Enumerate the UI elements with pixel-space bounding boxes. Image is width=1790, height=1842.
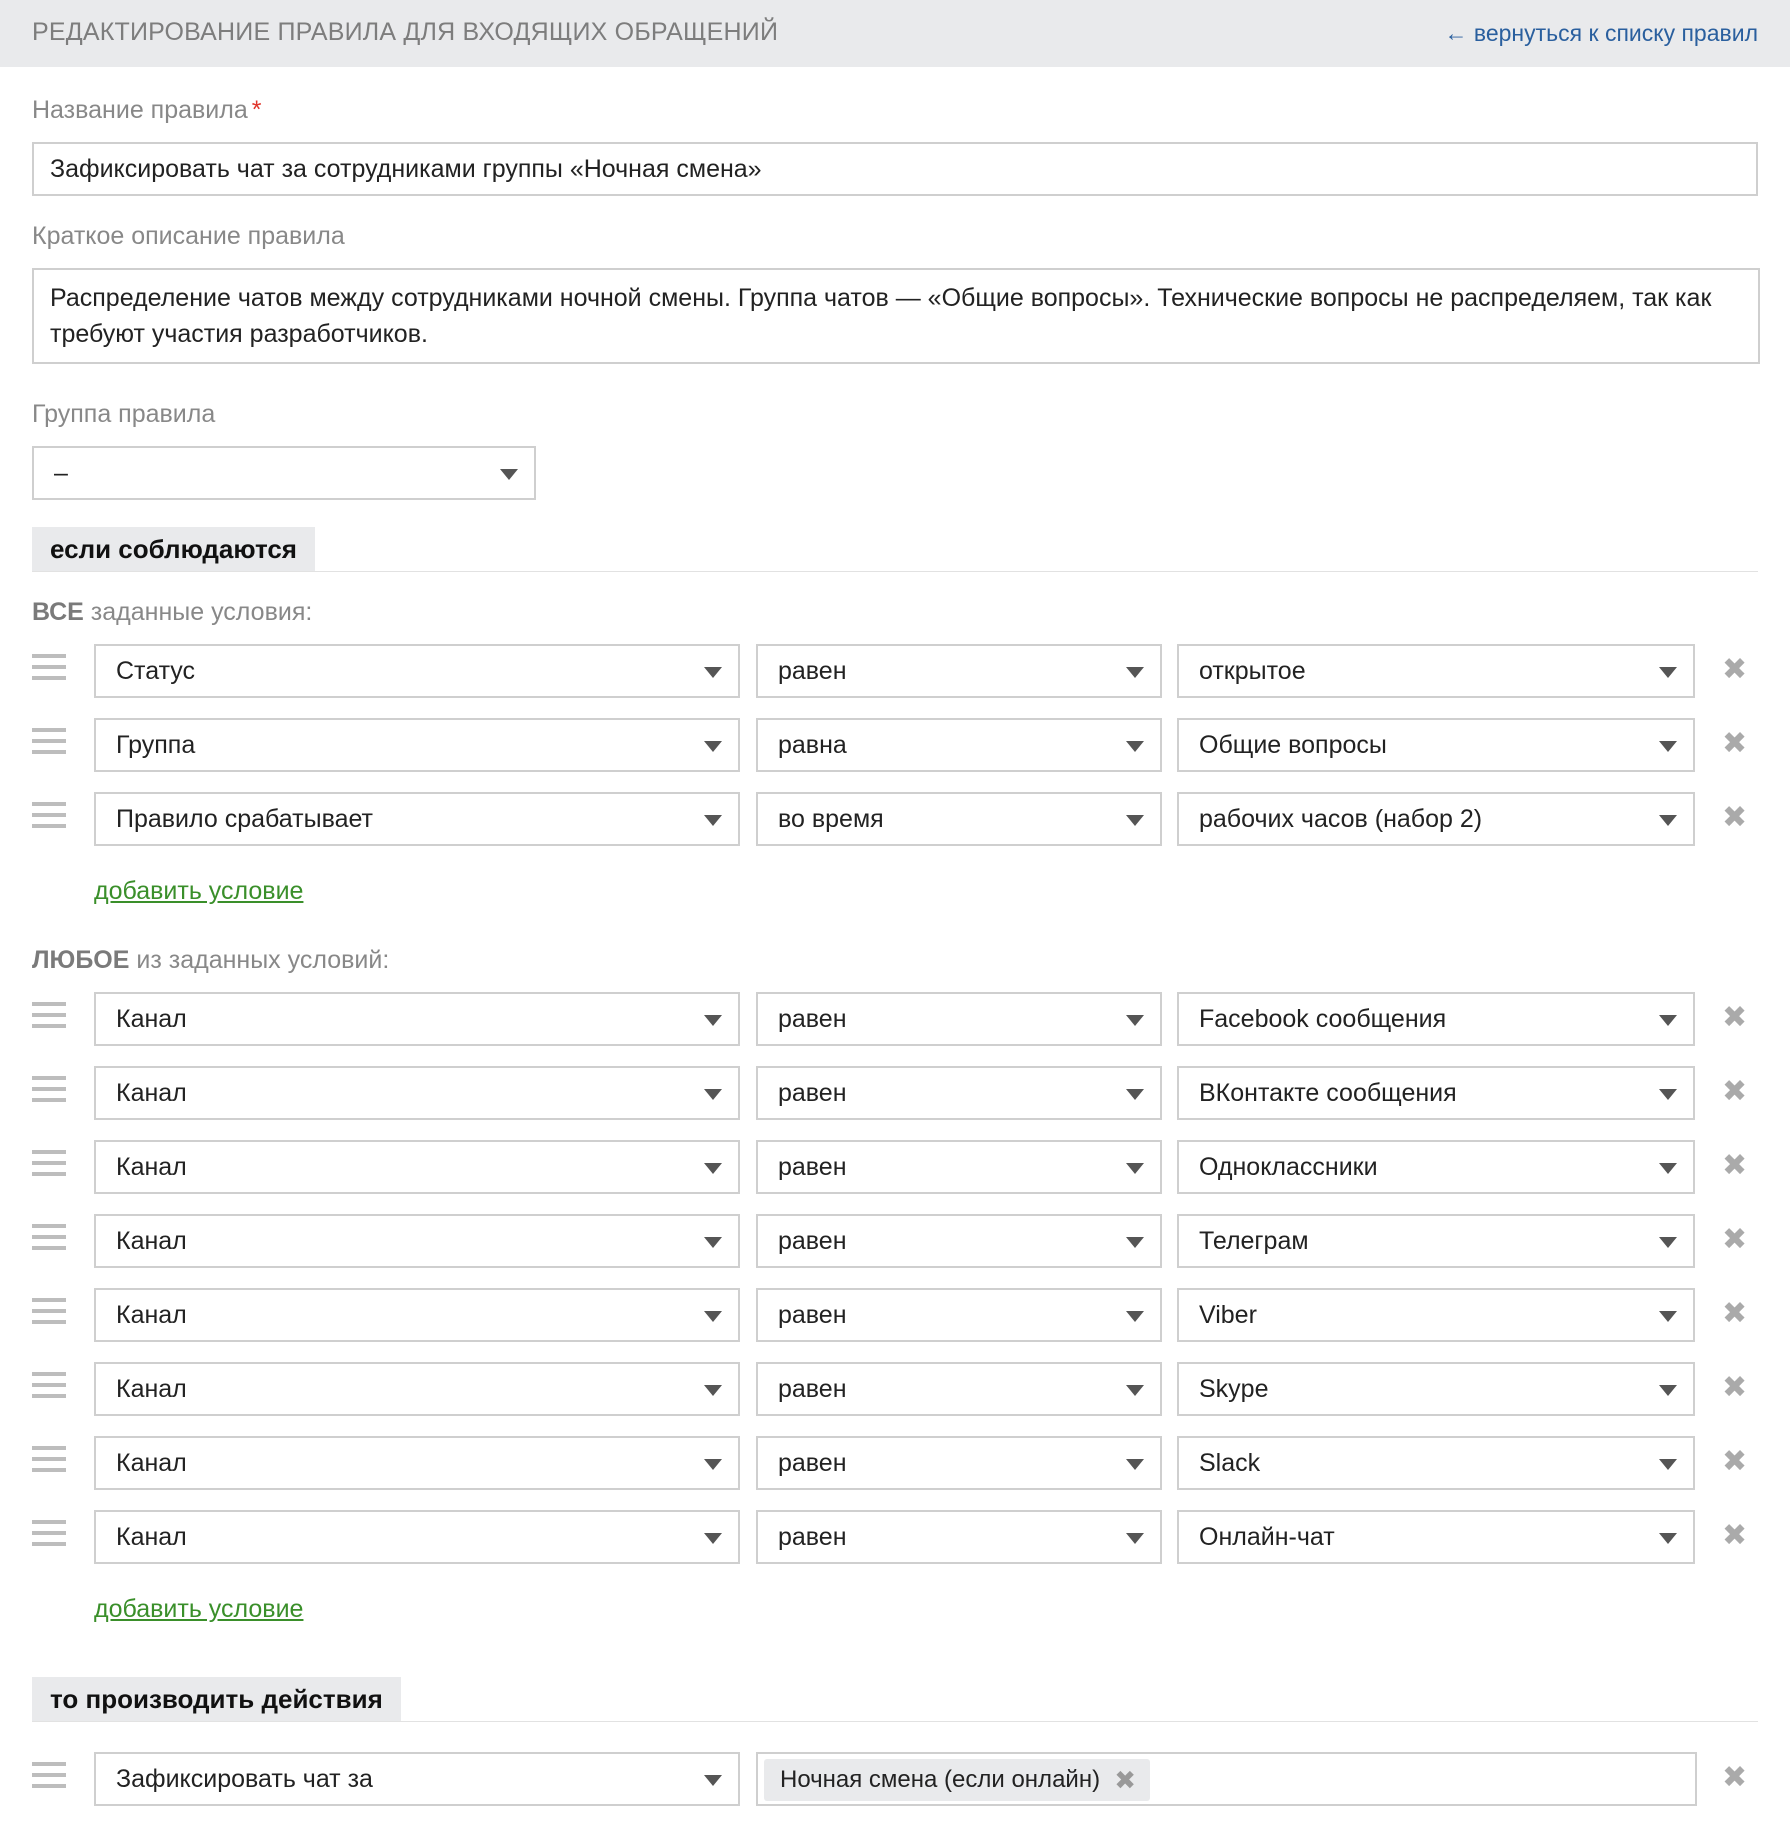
drag-handle-bar [32,1383,66,1387]
caret-down-icon [704,1533,722,1544]
remove-condition-icon[interactable]: ✖ [1722,801,1748,834]
remove-condition-icon[interactable]: ✖ [1722,1297,1748,1330]
caret-down-icon [704,1775,722,1786]
drag-handle-bar [32,1320,66,1324]
caret-down-icon [704,1311,722,1322]
drag-handle-bar [32,1087,66,1091]
remove-condition-icon[interactable]: ✖ [1722,1519,1748,1552]
drag-handle-bar [32,750,66,754]
drag-handle-bar [32,1762,66,1766]
condition-operator-select[interactable] [756,1140,1162,1194]
drag-handle-bar [32,665,66,669]
caret-down-icon [1659,1237,1677,1248]
drag-handle-bar [32,1784,66,1788]
caret-down-icon [1126,1533,1144,1544]
rule-name-label-text: Название правила [32,96,248,124]
condition-field-select[interactable] [94,718,740,772]
drag-handle-icon[interactable] [32,1002,66,1034]
remove-condition-icon[interactable]: ✖ [1722,727,1748,760]
drag-handle-icon[interactable] [32,1150,66,1182]
caret-down-icon [704,1015,722,1026]
condition-operator-select[interactable] [756,644,1162,698]
condition-row [0,1140,1790,1194]
condition-value-select-value: Viber [1199,1301,1257,1329]
condition-operator-select[interactable] [756,1214,1162,1268]
condition-operator-select-value: равен [778,1523,847,1551]
caret-down-icon [704,1163,722,1174]
condition-value-select-value: рабочих часов (набор 2) [1199,805,1483,833]
drag-handle-bar [32,1246,66,1250]
condition-value-select-value: Slack [1199,1449,1261,1477]
condition-value-select[interactable] [1177,1140,1695,1194]
drag-handle-icon[interactable] [32,728,66,760]
all-conditions-keyword: ВСЕ [32,598,84,626]
page-header [0,0,1790,67]
remove-condition-icon[interactable]: ✖ [1722,1149,1748,1182]
condition-value-select[interactable] [1177,1066,1695,1120]
caret-down-icon [500,469,518,480]
condition-operator-select-value: равен [778,1005,847,1033]
condition-field-select[interactable] [94,1362,740,1416]
action-type-select-value: Зафиксировать чат за [116,1765,373,1793]
rule-group-select[interactable] [32,446,536,500]
remove-condition-icon[interactable]: ✖ [1722,1223,1748,1256]
any-conditions-keyword: ЛЮБОЕ [32,946,130,974]
rule-description-input[interactable]: Распределение чатов между сотрудниками ночной смены. Группа чатов — «Общие вопросы». Технические вопросы не распределяем, так как требуют участия разработчиков. [32,268,1760,364]
caret-down-icon [704,815,722,826]
caret-down-icon [1659,1311,1677,1322]
drag-handle-icon[interactable] [32,1372,66,1404]
add-condition-link-all[interactable]: добавить условие [94,877,304,905]
drag-handle-bar [32,1773,66,1777]
condition-operator-select-value: равна [778,731,847,759]
caret-down-icon [1126,667,1144,678]
caret-down-icon [704,667,722,678]
condition-field-select-value: Правило срабатывает [116,805,373,833]
condition-value-select[interactable] [1177,718,1695,772]
drag-handle-icon[interactable] [32,654,66,686]
remove-condition-icon[interactable]: ✖ [1722,1001,1748,1034]
action-type-select[interactable] [94,1752,740,1806]
drag-handle-bar [32,1309,66,1313]
drag-handle-bar [32,802,66,806]
condition-field-select[interactable] [94,1214,740,1268]
condition-field-select[interactable] [94,1288,740,1342]
drag-handle-bar [32,1002,66,1006]
condition-field-select[interactable] [94,1066,740,1120]
drag-handle-bar [32,1098,66,1102]
condition-field-select[interactable] [94,992,740,1046]
caret-down-icon [1659,1533,1677,1544]
drag-handle-bar [32,739,66,743]
condition-row [0,1510,1790,1564]
drag-handle-bar [32,1161,66,1165]
caret-down-icon [1126,1385,1144,1396]
drag-handle-bar [32,1298,66,1302]
condition-field-select-value: Канал [116,1449,187,1477]
action-row [0,1752,1790,1806]
actions-section-title: то производить действия [32,1677,401,1721]
caret-down-icon [1126,1163,1144,1174]
remove-condition-icon[interactable]: ✖ [1722,1371,1748,1404]
condition-operator-select[interactable] [756,792,1162,846]
condition-operator-select-value: равен [778,657,847,685]
condition-operator-select[interactable] [756,992,1162,1046]
condition-value-select-value: Одноклассники [1199,1153,1378,1181]
action-target-input[interactable] [756,1752,1697,1806]
drag-handle-bar [32,1394,66,1398]
drag-handle-bar [32,654,66,658]
condition-value-select-value: Онлайн-чат [1199,1523,1335,1551]
drag-handle-bar [32,1172,66,1176]
drag-handle-icon[interactable] [32,802,66,834]
condition-value-select-value: Телеграм [1199,1227,1309,1255]
drag-handle-icon[interactable] [32,1520,66,1552]
caret-down-icon [1126,1311,1144,1322]
drag-handle-bar [32,728,66,732]
drag-handle-bar [32,676,66,680]
action-target-tag [764,1759,1150,1801]
condition-field-select-value: Статус [116,657,196,685]
condition-operator-select[interactable] [756,1288,1162,1342]
condition-field-select-value: Канал [116,1005,187,1033]
drag-handle-icon[interactable] [32,1446,66,1478]
caret-down-icon [1126,1089,1144,1100]
condition-value-select[interactable] [1177,1362,1695,1416]
condition-row [0,1288,1790,1342]
drag-handle-bar [32,1150,66,1154]
drag-handle-icon[interactable] [32,1076,66,1108]
condition-value-select[interactable] [1177,1288,1695,1342]
condition-field-select[interactable] [94,1140,740,1194]
condition-operator-select[interactable] [756,1436,1162,1490]
caret-down-icon [1659,1015,1677,1026]
any-conditions-text: из заданных условий: [129,946,390,974]
condition-field-select-value: Канал [116,1523,187,1551]
caret-down-icon [1126,1015,1144,1026]
condition-row [0,792,1790,846]
all-conditions-label [32,598,312,627]
rule-group-label: Группа правила [32,400,216,428]
caret-down-icon [704,1459,722,1470]
condition-value-select[interactable] [1177,992,1695,1046]
drag-handle-bar [32,1531,66,1535]
condition-field-select-value: Канал [116,1301,187,1329]
condition-operator-select[interactable] [756,1362,1162,1416]
caret-down-icon [704,1089,722,1100]
drag-handle-bar [32,1235,66,1239]
condition-value-select[interactable] [1177,1510,1695,1564]
caret-down-icon [704,1237,722,1248]
add-condition-link-any[interactable]: добавить условие [94,1595,304,1623]
condition-operator-select[interactable] [756,1066,1162,1120]
caret-down-icon [1659,667,1677,678]
drag-handle-icon[interactable] [32,1762,66,1794]
remove-condition-icon[interactable]: ✖ [1722,1075,1748,1108]
remove-condition-icon[interactable]: ✖ [1722,653,1748,686]
remove-condition-icon[interactable]: ✖ [1722,1445,1748,1478]
condition-operator-select-value: равен [778,1301,847,1329]
caret-down-icon [1659,1385,1677,1396]
condition-row [0,1066,1790,1120]
back-to-rules-link[interactable]: ← вернуться к списку правил [1444,20,1758,46]
caret-down-icon [1126,741,1144,752]
condition-value-select[interactable] [1177,1214,1695,1268]
condition-operator-select[interactable] [756,1510,1162,1564]
condition-field-select-value: Канал [116,1375,187,1403]
drag-handle-bar [32,824,66,828]
drag-handle-bar [32,1520,66,1524]
condition-field-select[interactable] [94,1510,740,1564]
caret-down-icon [704,741,722,752]
condition-operator-select-value: равен [778,1079,847,1107]
rule-name-label [32,96,261,125]
rule-description-label: Краткое описание правила [32,222,345,250]
drag-handle-icon[interactable] [32,1224,66,1256]
condition-operator-select-value: равен [778,1227,847,1255]
any-conditions-label [32,946,389,975]
tag-remove-icon[interactable]: ✖ [1114,1765,1137,1795]
condition-value-select[interactable] [1177,1436,1695,1490]
page-title: РЕДАКТИРОВАНИЕ ПРАВИЛА ДЛЯ ВХОДЯЩИХ ОБРАЩЕНИЙ [32,18,779,46]
drag-handle-bar [32,1446,66,1450]
condition-row [0,1436,1790,1490]
condition-field-select[interactable] [94,644,740,698]
condition-value-select-value: Skype [1199,1375,1269,1403]
drag-handle-bar [32,813,66,817]
condition-field-select-value: Канал [116,1227,187,1255]
condition-row [0,1362,1790,1416]
section-divider [32,571,1758,572]
caret-down-icon [1126,1459,1144,1470]
condition-field-select-value: Канал [116,1079,187,1107]
condition-operator-select-value: во время [778,805,884,833]
condition-field-select[interactable] [94,1436,740,1490]
condition-field-select-value: Группа [116,731,196,759]
caret-down-icon [1659,741,1677,752]
caret-down-icon [1659,1089,1677,1100]
drag-handle-bar [32,1076,66,1080]
condition-value-select-value: Facebook сообщения [1199,1005,1447,1033]
caret-down-icon [1126,1237,1144,1248]
drag-handle-icon[interactable] [32,1298,66,1330]
condition-field-select[interactable] [94,792,740,846]
remove-condition-icon[interactable]: ✖ [1722,1761,1748,1794]
drag-handle-bar [32,1372,66,1376]
caret-down-icon [1659,1459,1677,1470]
caret-down-icon [704,1385,722,1396]
condition-row [0,718,1790,772]
drag-handle-bar [32,1224,66,1228]
condition-value-select-value: Общие вопросы [1199,731,1387,759]
drag-handle-bar [32,1457,66,1461]
drag-handle-bar [32,1468,66,1472]
drag-handle-bar [32,1013,66,1017]
condition-value-select-value: открытое [1199,657,1306,685]
condition-row [0,1214,1790,1268]
drag-handle-bar [32,1542,66,1546]
condition-value-select-value: ВКонтакте сообщения [1199,1079,1457,1107]
all-conditions-text: заданные условия: [83,598,313,626]
condition-value-select[interactable] [1177,792,1695,846]
action-target-tag-label: Ночная смена (если онлайн) [780,1766,1101,1793]
condition-operator-select-value: равен [778,1153,847,1181]
section-divider [32,1721,1758,1722]
rule-group-value: – [54,459,68,487]
condition-operator-select[interactable] [756,718,1162,772]
condition-row [0,644,1790,698]
condition-field-select-value: Канал [116,1153,187,1181]
condition-operator-select-value: равен [778,1375,847,1403]
rule-name-input[interactable]: Зафиксировать чат за сотрудниками группы «Ночная смена» [32,142,1758,196]
condition-row [0,992,1790,1046]
caret-down-icon [1659,1163,1677,1174]
condition-value-select[interactable] [1177,644,1695,698]
drag-handle-bar [32,1024,66,1028]
caret-down-icon [1659,815,1677,826]
condition-operator-select-value: равен [778,1449,847,1477]
required-mark: * [251,96,262,124]
caret-down-icon [1126,815,1144,826]
conditions-section-title: если соблюдаются [32,527,315,571]
